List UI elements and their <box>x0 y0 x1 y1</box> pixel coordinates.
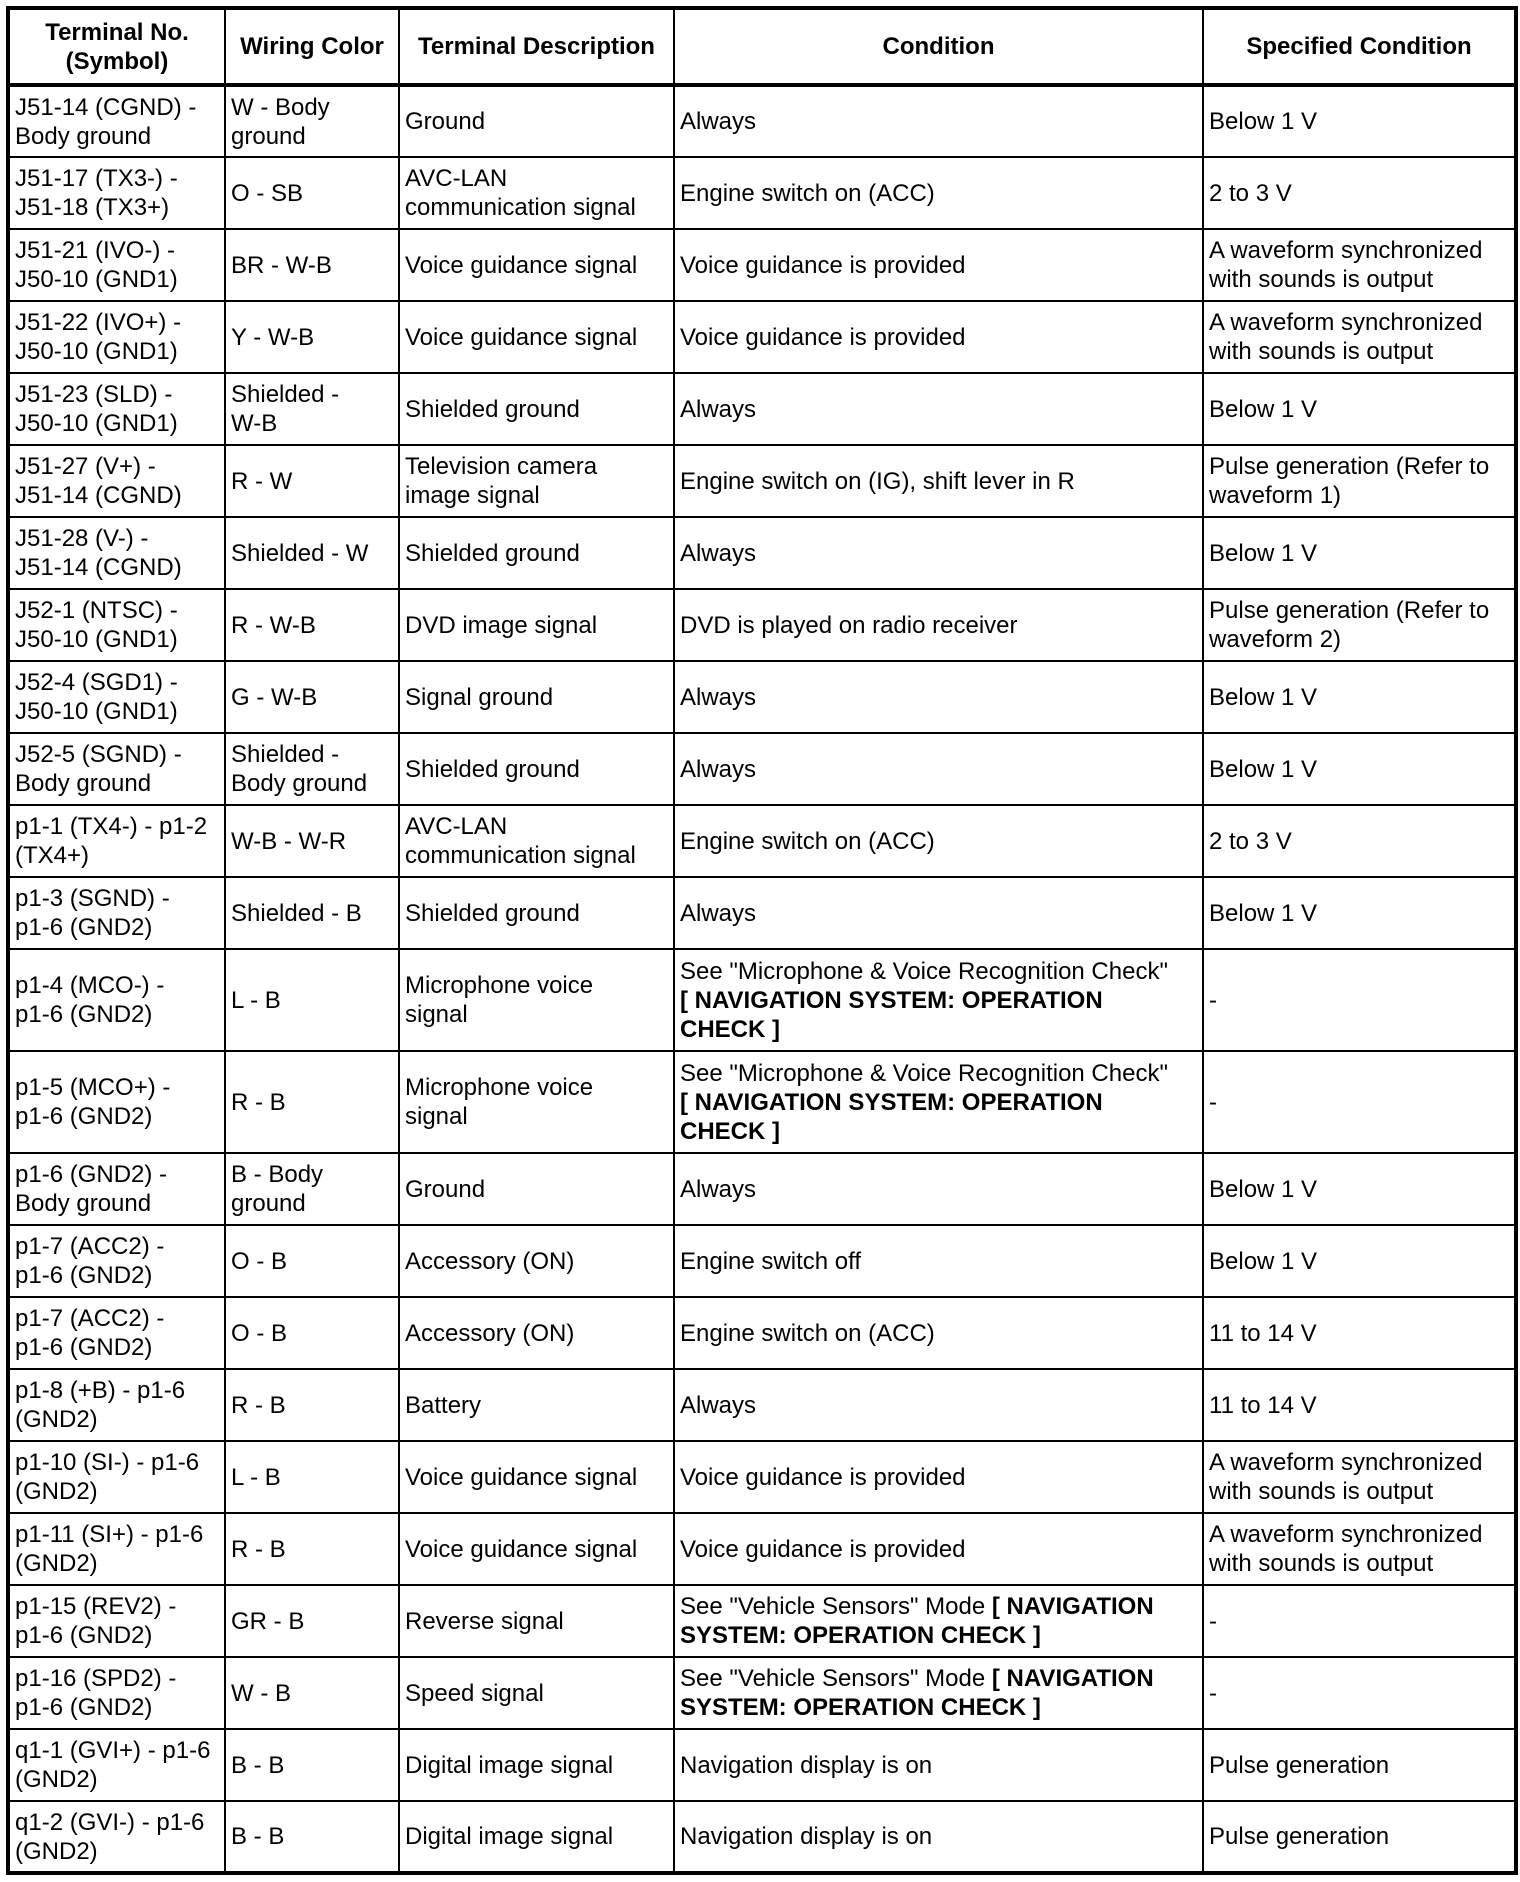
table-row <box>8 661 1516 733</box>
table-row <box>8 1729 1516 1801</box>
cell-condition <box>674 589 1203 661</box>
cell-condition <box>674 1585 1203 1657</box>
cell-condition <box>674 805 1203 877</box>
cell-wiring-color-text: G - W-B <box>231 683 318 711</box>
cell-specified-condition-text: - <box>1209 1679 1217 1707</box>
cell-condition <box>674 1513 1203 1585</box>
cell-terminal-description-text: Digital image signal <box>405 1823 614 1850</box>
cell-terminal <box>8 1657 225 1729</box>
cell-wiring-color <box>225 877 399 949</box>
cell-specified-condition-text: 2 to 3 V <box>1209 827 1292 855</box>
cell-terminal <box>8 589 225 661</box>
cell-terminal-description <box>399 85 674 157</box>
header-terminal-description: Terminal Description <box>399 8 674 85</box>
operation-check-reference: [ NAVIGATION SYSTEM: OPERATION CHECK ] <box>680 1665 1154 1721</box>
table-row <box>8 805 1516 877</box>
cell-wiring-color <box>225 949 399 1051</box>
cell-specified-condition <box>1203 85 1516 157</box>
cell-specified-condition <box>1203 445 1516 517</box>
table-row <box>8 1297 1516 1369</box>
cell-terminal-description-text: Shielded ground <box>405 539 580 567</box>
cell-condition <box>674 517 1203 589</box>
cell-terminal <box>8 1297 225 1369</box>
cell-terminal <box>8 1153 225 1225</box>
cell-wiring-color-text: Shielded - B <box>231 899 362 927</box>
cell-terminal-description-text: Microphone voice signal <box>405 1074 594 1130</box>
table-header <box>8 8 1516 85</box>
table-row <box>8 1153 1516 1225</box>
table-row <box>8 877 1516 949</box>
cell-wiring-color-text: O - B <box>231 1319 288 1347</box>
cell-condition-text: Voice guidance is provided <box>680 323 966 351</box>
cell-terminal-description-text: Digital image signal <box>405 1751 614 1779</box>
cell-specified-condition-text: Below 1 V <box>1209 755 1318 783</box>
terminal-table <box>6 6 1518 1875</box>
cell-terminal <box>8 949 225 1051</box>
cell-condition <box>674 1297 1203 1369</box>
cell-specified-condition-text: Pulse generation <box>1209 1751 1390 1779</box>
cell-wiring-color <box>225 1801 399 1873</box>
cell-wiring-color-text: Y - W-B <box>231 323 315 351</box>
cell-terminal-description-text: Ground <box>405 1175 486 1203</box>
cell-terminal-description <box>399 229 674 301</box>
table-row <box>8 373 1516 445</box>
cell-wiring-color <box>225 85 399 157</box>
header-specified-condition: Specified Condition <box>1203 8 1516 85</box>
cell-condition-text: Engine switch on (ACC) <box>680 827 935 855</box>
cell-terminal-description-text: Shielded ground <box>405 755 580 783</box>
cell-condition-text: Engine switch on (IG), shift lever in R <box>680 467 1075 495</box>
cell-condition-text: See "Vehicle Sensors" Mode <box>680 1593 992 1620</box>
cell-terminal-description-text: Reverse signal <box>405 1607 564 1635</box>
cell-terminal-text: J51-27 (V+) - J51-14 (CGND) <box>15 453 182 509</box>
cell-wiring-color <box>225 517 399 589</box>
cell-terminal-description-text: Shielded ground <box>405 395 580 423</box>
cell-terminal-text: p1-4 (MCO-) - p1-6 (GND2) <box>15 972 165 1028</box>
cell-terminal <box>8 373 225 445</box>
cell-terminal-description <box>399 1297 674 1369</box>
cell-wiring-color <box>225 301 399 373</box>
cell-terminal-text: J51-28 (V-) - J51-14 (CGND) <box>15 525 182 581</box>
cell-terminal <box>8 877 225 949</box>
cell-specified-condition-text: - <box>1209 1088 1217 1116</box>
cell-specified-condition <box>1203 1657 1516 1729</box>
header-terminal-no: Terminal No. (Symbol) <box>8 8 225 85</box>
cell-wiring-color-text: B - B <box>231 1751 285 1779</box>
cell-specified-condition-text: Below 1 V <box>1209 899 1318 927</box>
cell-terminal-description <box>399 1369 674 1441</box>
cell-wiring-color-text: R - W-B <box>231 611 316 639</box>
table-row <box>8 949 1516 1051</box>
cell-wiring-color-text: BR - W-B <box>231 251 332 279</box>
table-row <box>8 1369 1516 1441</box>
cell-wiring-color <box>225 1513 399 1585</box>
cell-terminal <box>8 517 225 589</box>
cell-condition-text: Navigation display is on <box>680 1751 933 1779</box>
cell-terminal <box>8 1051 225 1153</box>
table-row <box>8 517 1516 589</box>
cell-terminal-description-text: Shielded ground <box>405 899 580 927</box>
cell-wiring-color <box>225 733 399 805</box>
cell-terminal-text: p1-7 (ACC2) - p1-6 (GND2) <box>15 1233 165 1289</box>
cell-terminal-description-text: Voice guidance signal <box>405 1463 638 1491</box>
cell-specified-condition <box>1203 661 1516 733</box>
header-wiring-color: Wiring Color <box>225 8 399 85</box>
cell-terminal-description-text: DVD image signal <box>405 611 598 639</box>
cell-terminal-description-text: Battery <box>405 1391 482 1419</box>
table-row <box>8 1585 1516 1657</box>
cell-terminal <box>8 1801 225 1873</box>
cell-terminal <box>8 1585 225 1657</box>
cell-wiring-color <box>225 1441 399 1513</box>
cell-terminal-description <box>399 733 674 805</box>
cell-specified-condition-text: Below 1 V <box>1209 1247 1318 1275</box>
cell-wiring-color <box>225 1657 399 1729</box>
cell-condition-text: Always <box>680 395 757 423</box>
cell-condition <box>674 1657 1203 1729</box>
cell-terminal <box>8 301 225 373</box>
cell-wiring-color <box>225 589 399 661</box>
cell-condition-text: Always <box>680 539 757 567</box>
cell-terminal <box>8 805 225 877</box>
cell-condition-text: See "Microphone & Voice Recognition Check" <box>680 1059 1168 1087</box>
cell-terminal-text: J51-14 (CGND) - Body ground <box>15 93 197 150</box>
cell-condition-text: See "Microphone & Voice Recognition Check" <box>680 957 1168 985</box>
cell-terminal-text: p1-6 (GND2) - Body ground <box>15 1161 168 1217</box>
cell-terminal <box>8 733 225 805</box>
table-row <box>8 1441 1516 1513</box>
cell-wiring-color <box>225 229 399 301</box>
cell-wiring-color <box>225 1585 399 1657</box>
cell-terminal-description <box>399 1801 674 1873</box>
cell-specified-condition <box>1203 1297 1516 1369</box>
cell-specified-condition <box>1203 733 1516 805</box>
cell-wiring-color-text: R - B <box>231 1391 286 1419</box>
cell-terminal-description <box>399 949 674 1051</box>
cell-wiring-color <box>225 1369 399 1441</box>
cell-condition-text: Always <box>680 899 757 927</box>
table-row <box>8 589 1516 661</box>
cell-terminal-description-text: Voice guidance signal <box>405 323 638 351</box>
cell-specified-condition-text: - <box>1209 1607 1217 1635</box>
cell-terminal-description <box>399 1513 674 1585</box>
cell-condition-text: Always <box>680 1391 757 1419</box>
cell-condition-text: Always <box>680 108 757 135</box>
cell-condition <box>674 373 1203 445</box>
cell-condition-text: Navigation display is on <box>680 1823 933 1850</box>
cell-terminal-description-text: Accessory (ON) <box>405 1319 575 1347</box>
cell-terminal-text: q1-2 (GVI-) - p1-6 (GND2) <box>15 1808 205 1865</box>
cell-terminal-text: J51-21 (IVO-) - J50-10 (GND1) <box>15 237 178 293</box>
operation-check-reference: [ NAVIGATION SYSTEM: OPERATION CHECK ] <box>680 986 1103 1043</box>
cell-terminal <box>8 1369 225 1441</box>
cell-wiring-color-text: Shielded - W <box>231 539 369 567</box>
cell-specified-condition-text: Below 1 V <box>1209 539 1318 567</box>
cell-terminal-description <box>399 517 674 589</box>
table-row <box>8 1513 1516 1585</box>
cell-specified-condition-text: Below 1 V <box>1209 108 1318 135</box>
cell-specified-condition-text: Below 1 V <box>1209 683 1318 711</box>
cell-condition <box>674 1801 1203 1873</box>
cell-terminal-text: p1-16 (SPD2) - p1-6 (GND2) <box>15 1665 177 1721</box>
cell-wiring-color <box>225 445 399 517</box>
cell-wiring-color-text: W - Body ground <box>231 93 330 150</box>
cell-specified-condition-text: Below 1 V <box>1209 395 1318 423</box>
cell-specified-condition <box>1203 589 1516 661</box>
cell-condition-text: Always <box>680 1175 757 1203</box>
cell-wiring-color-text: L - B <box>231 1463 281 1491</box>
cell-condition <box>674 1153 1203 1225</box>
cell-wiring-color-text: B - B <box>231 1823 285 1850</box>
table-row <box>8 157 1516 229</box>
cell-wiring-color-text: R - W <box>231 467 293 495</box>
cell-condition <box>674 85 1203 157</box>
cell-condition-text: Engine switch off <box>680 1247 861 1275</box>
cell-terminal-text: p1-11 (SI+) - p1-6 (GND2) <box>15 1521 204 1577</box>
cell-wiring-color-text: R - B <box>231 1088 286 1116</box>
cell-condition <box>674 1441 1203 1513</box>
cell-terminal-description-text: Voice guidance signal <box>405 1535 638 1563</box>
cell-condition <box>674 229 1203 301</box>
cell-terminal <box>8 1729 225 1801</box>
cell-terminal-text: J51-23 (SLD) - J50-10 (GND1) <box>15 381 178 437</box>
cell-wiring-color <box>225 157 399 229</box>
cell-terminal-description <box>399 1225 674 1297</box>
cell-terminal-description <box>399 373 674 445</box>
table-row <box>8 445 1516 517</box>
cell-condition <box>674 157 1203 229</box>
cell-terminal-text: p1-1 (TX4-) - p1-2 (TX4+) <box>15 813 208 869</box>
cell-condition-text: Voice guidance is provided <box>680 1463 966 1491</box>
cell-terminal-text: p1-10 (SI-) - p1-6 (GND2) <box>15 1449 200 1505</box>
cell-terminal-text: J51-22 (IVO+) - J50-10 (GND1) <box>15 309 182 365</box>
cell-terminal-description-text: Television camera image signal <box>405 453 598 509</box>
cell-terminal-description <box>399 1657 674 1729</box>
cell-terminal <box>8 85 225 157</box>
cell-condition <box>674 301 1203 373</box>
table-row <box>8 229 1516 301</box>
cell-wiring-color-text: Shielded - W-B <box>231 381 340 437</box>
cell-specified-condition <box>1203 373 1516 445</box>
cell-specified-condition-text: - <box>1209 986 1217 1014</box>
cell-condition-text: Always <box>680 683 757 711</box>
cell-terminal-text: p1-3 (SGND) - p1-6 (GND2) <box>15 885 170 941</box>
cell-specified-condition <box>1203 517 1516 589</box>
cell-specified-condition <box>1203 1369 1516 1441</box>
cell-specified-condition <box>1203 1585 1516 1657</box>
cell-specified-condition <box>1203 1051 1516 1153</box>
cell-specified-condition-text: 11 to 14 V <box>1209 1319 1317 1347</box>
header-row <box>8 8 1516 85</box>
operation-check-reference: [ NAVIGATION SYSTEM: OPERATION CHECK ] <box>680 1593 1154 1649</box>
cell-wiring-color-text: W - B <box>231 1679 291 1707</box>
cell-condition <box>674 949 1203 1051</box>
cell-terminal <box>8 1513 225 1585</box>
cell-specified-condition-text: 2 to 3 V <box>1209 179 1292 207</box>
cell-condition <box>674 1051 1203 1153</box>
cell-wiring-color <box>225 1729 399 1801</box>
cell-condition-text: Voice guidance is provided <box>680 1535 966 1563</box>
cell-wiring-color <box>225 1297 399 1369</box>
cell-specified-condition-text: Pulse generation (Refer to waveform 2) <box>1209 597 1490 653</box>
cell-terminal-description <box>399 589 674 661</box>
cell-terminal <box>8 1441 225 1513</box>
table-row <box>8 1051 1516 1153</box>
cell-specified-condition-text: 11 to 14 V <box>1209 1391 1317 1419</box>
table-row <box>8 1657 1516 1729</box>
cell-terminal-description <box>399 301 674 373</box>
cell-terminal-text: J52-1 (NTSC) - J50-10 (GND1) <box>15 597 178 653</box>
table-row <box>8 1801 1516 1873</box>
cell-specified-condition <box>1203 157 1516 229</box>
cell-specified-condition <box>1203 949 1516 1051</box>
cell-specified-condition <box>1203 229 1516 301</box>
cell-specified-condition-text: A waveform synchronized with sounds is output <box>1209 1521 1483 1577</box>
cell-wiring-color-text: B - Body ground <box>231 1161 324 1217</box>
cell-terminal-description <box>399 661 674 733</box>
cell-condition-text: DVD is played on radio receiver <box>680 611 1018 639</box>
cell-terminal-description-text: Speed signal <box>405 1679 544 1707</box>
cell-specified-condition <box>1203 1801 1516 1873</box>
cell-condition-text: Voice guidance is provided <box>680 251 966 279</box>
table-row <box>8 1225 1516 1297</box>
cell-wiring-color <box>225 1051 399 1153</box>
cell-specified-condition-text: A waveform synchronized with sounds is output <box>1209 309 1483 365</box>
table-row <box>8 733 1516 805</box>
cell-specified-condition <box>1203 301 1516 373</box>
cell-terminal-text: J51-17 (TX3-) - J51-18 (TX3+) <box>15 165 178 221</box>
cell-specified-condition-text: A waveform synchronized with sounds is output <box>1209 1449 1483 1505</box>
cell-terminal-description <box>399 1585 674 1657</box>
operation-check-reference: [ NAVIGATION SYSTEM: OPERATION CHECK ] <box>680 1088 1103 1145</box>
cell-specified-condition-text: A waveform synchronized with sounds is output <box>1209 237 1483 293</box>
cell-condition <box>674 1369 1203 1441</box>
cell-terminal-description-text: Voice guidance signal <box>405 251 638 279</box>
cell-specified-condition <box>1203 805 1516 877</box>
cell-specified-condition <box>1203 1729 1516 1801</box>
cell-condition-text: Engine switch on (ACC) <box>680 179 935 207</box>
table-row <box>8 301 1516 373</box>
cell-condition <box>674 877 1203 949</box>
cell-specified-condition-text: Pulse generation <box>1209 1823 1390 1850</box>
cell-terminal <box>8 445 225 517</box>
cell-terminal-text: p1-5 (MCO+) - p1-6 (GND2) <box>15 1074 171 1130</box>
cell-terminal-description <box>399 877 674 949</box>
table-row <box>8 85 1516 157</box>
cell-wiring-color-text: R - B <box>231 1535 286 1563</box>
cell-terminal-text: p1-15 (REV2) - p1-6 (GND2) <box>15 1593 177 1649</box>
cell-wiring-color-text: O - SB <box>231 179 304 207</box>
cell-terminal-description-text: AVC-LAN communication signal <box>405 813 636 869</box>
cell-wiring-color <box>225 1225 399 1297</box>
cell-wiring-color-text: Shielded - Body ground <box>231 741 368 797</box>
cell-condition-text: See "Vehicle Sensors" Mode <box>680 1665 992 1692</box>
cell-wiring-color <box>225 373 399 445</box>
cell-terminal-description <box>399 1729 674 1801</box>
table-body <box>8 85 1516 1873</box>
cell-terminal-description-text: Microphone voice signal <box>405 972 594 1028</box>
cell-terminal-text: q1-1 (GVI+) - p1-6 (GND2) <box>15 1737 211 1793</box>
cell-terminal <box>8 1225 225 1297</box>
cell-condition <box>674 661 1203 733</box>
cell-terminal-text: p1-8 (+B) - p1-6 (GND2) <box>15 1377 186 1433</box>
header-condition: Condition <box>674 8 1203 85</box>
cell-terminal <box>8 157 225 229</box>
cell-terminal-description-text: AVC-LAN communication signal <box>405 165 636 221</box>
cell-specified-condition <box>1203 1441 1516 1513</box>
cell-terminal-description-text: Accessory (ON) <box>405 1247 575 1275</box>
cell-wiring-color <box>225 661 399 733</box>
cell-terminal <box>8 661 225 733</box>
cell-terminal-description <box>399 1051 674 1153</box>
cell-wiring-color-text: W-B - W-R <box>231 827 347 855</box>
cell-condition <box>674 445 1203 517</box>
cell-condition <box>674 1729 1203 1801</box>
cell-terminal-description <box>399 805 674 877</box>
cell-terminal-text: J52-4 (SGD1) - J50-10 (GND1) <box>15 669 178 725</box>
cell-condition-text: Engine switch on (ACC) <box>680 1319 935 1347</box>
cell-terminal-description <box>399 445 674 517</box>
cell-specified-condition-text: Below 1 V <box>1209 1175 1318 1203</box>
cell-terminal-description-text: Signal ground <box>405 683 554 711</box>
cell-specified-condition-text: Pulse generation (Refer to waveform 1) <box>1209 453 1490 509</box>
cell-terminal-description <box>399 157 674 229</box>
cell-condition-text: Always <box>680 755 757 783</box>
cell-terminal-text: p1-7 (ACC2) - p1-6 (GND2) <box>15 1305 165 1361</box>
cell-terminal-text: J52-5 (SGND) - Body ground <box>15 741 182 797</box>
cell-wiring-color-text: O - B <box>231 1247 288 1275</box>
cell-terminal <box>8 229 225 301</box>
cell-terminal-description <box>399 1153 674 1225</box>
cell-specified-condition <box>1203 1225 1516 1297</box>
cell-terminal-description-text: Ground <box>405 108 486 135</box>
cell-wiring-color-text: GR - B <box>231 1607 305 1635</box>
cell-specified-condition <box>1203 1153 1516 1225</box>
cell-terminal-description <box>399 1441 674 1513</box>
cell-wiring-color <box>225 805 399 877</box>
cell-specified-condition <box>1203 1513 1516 1585</box>
cell-wiring-color <box>225 1153 399 1225</box>
cell-wiring-color-text: L - B <box>231 986 281 1014</box>
cell-condition <box>674 733 1203 805</box>
cell-condition <box>674 1225 1203 1297</box>
cell-specified-condition <box>1203 877 1516 949</box>
